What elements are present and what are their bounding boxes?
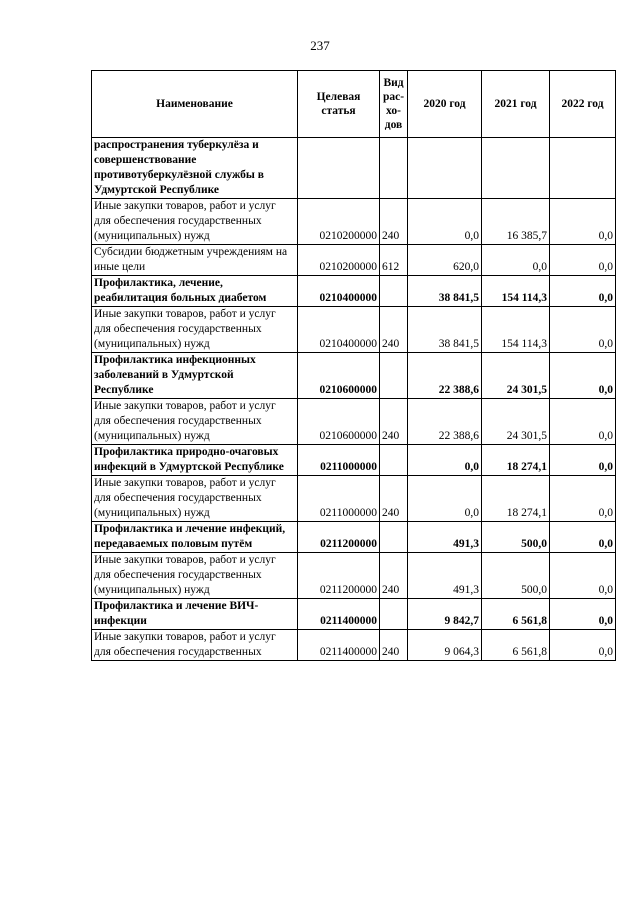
- cell-expense-type: 240: [380, 307, 408, 353]
- table-row: [92, 199, 616, 245]
- cell-name: Субсидии бюджетным учреждениям на иные цели: [92, 245, 298, 276]
- table-row: [92, 245, 616, 276]
- cell-name: Профилактика, лечение, реабилитация больных диабетом: [92, 276, 298, 307]
- cell-target-article: 0210200000: [298, 245, 380, 276]
- cell-year-2022: 0,0: [550, 245, 616, 276]
- cell-year-2022: 0,0: [550, 199, 616, 245]
- cell-year-2022: 0,0: [550, 353, 616, 399]
- cell-target-article: 0211000000: [298, 445, 380, 476]
- cell-target-article: 0210600000: [298, 353, 380, 399]
- cell-expense-type: [380, 276, 408, 307]
- cell-year-2021: 500,0: [482, 522, 550, 553]
- cell-year-2020: 38 841,5: [408, 307, 482, 353]
- cell-name: Иные закупки товаров, работ и услуг для обеспечения государственных (муниципальных) нужд: [92, 399, 298, 445]
- cell-year-2021: 154 114,3: [482, 307, 550, 353]
- cell-expense-type: [380, 138, 408, 199]
- cell-year-2021: 0,0: [482, 245, 550, 276]
- table-row: [92, 630, 616, 661]
- cell-name: Профилактика и лечение ВИЧ-инфекции: [92, 599, 298, 630]
- cell-year-2022: 0,0: [550, 276, 616, 307]
- header-year-2020: 2020 год: [408, 71, 482, 138]
- cell-year-2020: 0,0: [408, 445, 482, 476]
- cell-name: Иные закупки товаров, работ и услуг для обеспечения государственных (муниципальных) нужд: [92, 476, 298, 522]
- cell-year-2021: 24 301,5: [482, 353, 550, 399]
- cell-target-article: 0210200000: [298, 199, 380, 245]
- cell-name: Профилактика и лечение инфекций, передаваемых половым путём: [92, 522, 298, 553]
- cell-expense-type: [380, 445, 408, 476]
- cell-expense-type: 612: [380, 245, 408, 276]
- cell-year-2020: [408, 138, 482, 199]
- cell-year-2022: 0,0: [550, 399, 616, 445]
- table-row: [92, 522, 616, 553]
- cell-year-2022: 0,0: [550, 553, 616, 599]
- table-row: [92, 445, 616, 476]
- cell-target-article: 0211400000: [298, 599, 380, 630]
- cell-year-2022: 0,0: [550, 630, 616, 661]
- cell-target-article: 0211200000: [298, 522, 380, 553]
- cell-target-article: 0211000000: [298, 476, 380, 522]
- cell-name: Профилактика инфекционных заболеваний в Удмуртской Республике: [92, 353, 298, 399]
- cell-year-2020: 22 388,6: [408, 399, 482, 445]
- cell-expense-type: [380, 599, 408, 630]
- table-row: [92, 476, 616, 522]
- cell-year-2022: 0,0: [550, 522, 616, 553]
- cell-name: распространения туберкулёза и совершенствование противотуберкулёзной службы в Удмуртской Республике: [92, 138, 298, 199]
- table-row: [92, 307, 616, 353]
- cell-expense-type: [380, 353, 408, 399]
- cell-name: Профилактика природно-очаговых инфекций в Удмуртской Республике: [92, 445, 298, 476]
- header-name: Наименование: [92, 71, 298, 138]
- cell-name: Иные закупки товаров, работ и услуг для обеспечения государственных: [92, 630, 298, 661]
- cell-target-article: [298, 138, 380, 199]
- cell-target-article: 0210600000: [298, 399, 380, 445]
- cell-year-2020: 491,3: [408, 553, 482, 599]
- cell-year-2022: 0,0: [550, 476, 616, 522]
- cell-year-2021: 24 301,5: [482, 399, 550, 445]
- cell-year-2021: 154 114,3: [482, 276, 550, 307]
- cell-year-2022: [550, 138, 616, 199]
- budget-table: [91, 70, 616, 661]
- cell-name: Иные закупки товаров, работ и услуг для обеспечения государственных (муниципальных) нужд: [92, 553, 298, 599]
- header-year-2021: 2021 год: [482, 71, 550, 138]
- cell-year-2021: 6 561,8: [482, 599, 550, 630]
- cell-year-2020: 9 064,3: [408, 630, 482, 661]
- cell-year-2021: [482, 138, 550, 199]
- cell-expense-type: [380, 522, 408, 553]
- table-body: [92, 138, 616, 661]
- cell-target-article: 0210400000: [298, 307, 380, 353]
- table-row: [92, 553, 616, 599]
- table-header-row: [92, 71, 616, 138]
- cell-target-article: 0211200000: [298, 553, 380, 599]
- cell-expense-type: 240: [380, 399, 408, 445]
- cell-expense-type: 240: [380, 199, 408, 245]
- cell-year-2021: 16 385,7: [482, 199, 550, 245]
- cell-year-2021: 18 274,1: [482, 476, 550, 522]
- table-row: [92, 138, 616, 199]
- cell-name: Иные закупки товаров, работ и услуг для обеспечения государственных (муниципальных) нужд: [92, 307, 298, 353]
- header-target-article: Целевая статья: [298, 71, 380, 138]
- cell-year-2021: 500,0: [482, 553, 550, 599]
- cell-year-2022: 0,0: [550, 445, 616, 476]
- cell-target-article: 0211400000: [298, 630, 380, 661]
- cell-year-2022: 0,0: [550, 599, 616, 630]
- cell-year-2020: 491,3: [408, 522, 482, 553]
- table-row: [92, 276, 616, 307]
- table-row: [92, 599, 616, 630]
- cell-year-2022: 0,0: [550, 307, 616, 353]
- cell-target-article: 0210400000: [298, 276, 380, 307]
- cell-year-2021: 6 561,8: [482, 630, 550, 661]
- table-row: [92, 399, 616, 445]
- cell-expense-type: 240: [380, 553, 408, 599]
- cell-expense-type: 240: [380, 630, 408, 661]
- table-row: [92, 353, 616, 399]
- page-number: 237: [310, 38, 330, 53]
- cell-year-2020: 0,0: [408, 476, 482, 522]
- cell-year-2020: 22 388,6: [408, 353, 482, 399]
- cell-year-2020: 9 842,7: [408, 599, 482, 630]
- cell-year-2020: 620,0: [408, 245, 482, 276]
- cell-year-2020: 38 841,5: [408, 276, 482, 307]
- header-expense-type: Вид рас-хо-дов: [380, 71, 408, 138]
- header-year-2022: 2022 год: [550, 71, 616, 138]
- cell-expense-type: 240: [380, 476, 408, 522]
- cell-name: Иные закупки товаров, работ и услуг для обеспечения государственных (муниципальных) нужд: [92, 199, 298, 245]
- cell-year-2020: 0,0: [408, 199, 482, 245]
- cell-year-2021: 18 274,1: [482, 445, 550, 476]
